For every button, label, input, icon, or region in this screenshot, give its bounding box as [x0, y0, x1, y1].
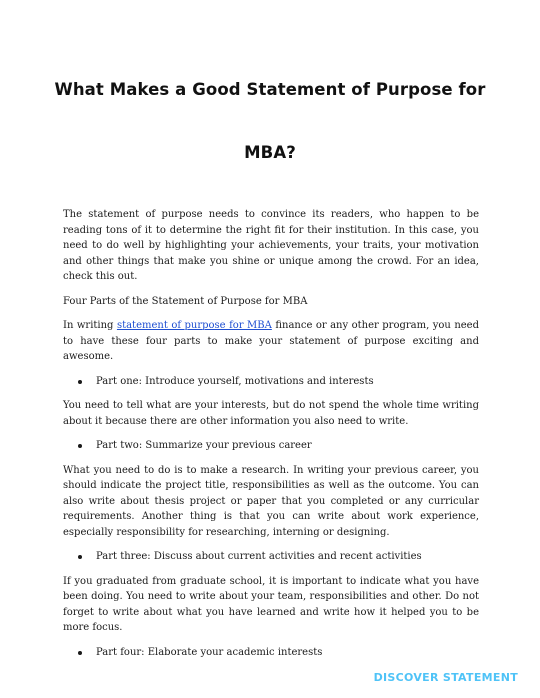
section-heading: Four Parts of the Statement of Purpose for MBA	[63, 295, 308, 307]
bullet-dot-icon	[78, 444, 82, 448]
writing-text-after: finance or any other program, you need to have these four parts to make your statement of purpose exciting and awesome.	[63, 320, 480, 362]
bullet-text: Part two: Summarize your previous career	[96, 440, 312, 451]
bullet-dot-icon	[78, 651, 82, 655]
bullet-text: Part three: Discuss about current activities and recent activities	[96, 551, 422, 562]
document-body	[63, 207, 479, 669]
part-three-paragraph: If you graduated from graduate school, it is important to indicate what you have been doing. You need to write about your team, responsibilities and other. Do not forget to write about what you have learned and write how it helped you to be more focus.	[63, 575, 479, 633]
sop-mba-link[interactable]: statement of purpose for MBA	[116, 320, 272, 331]
writing-text-before: In writing	[63, 320, 117, 331]
bullet-item-part-one	[63, 374, 479, 390]
page-title-line-1: What Makes a Good Statement of Purpose for	[54, 80, 486, 99]
part-two-paragraph: What you need to do is to make a research. In writing your previous career, you should indicate the project title, responsibilities as well as the outcome. You can also write about thesis project or paper that you completed or any curricular requirements. Another thing is that you can write about work experience, especially responsibility for researching, interning or designing.	[63, 464, 479, 538]
bullet-dot-icon	[78, 380, 82, 384]
bullet-dot-icon	[78, 555, 82, 559]
part-one-paragraph: You need to tell what are your interests, but do not spend the whole time writing about it because there are other information you also need to write.	[63, 400, 479, 427]
bullet-text: Part one: Introduce yourself, motivations and interests	[96, 375, 374, 387]
page-title-line-2: MBA?	[244, 143, 296, 162]
bullet-item-part-two	[63, 438, 479, 454]
discover-statement-watermark: DISCOVER STATEMENT	[373, 671, 518, 684]
writing-paragraph	[63, 318, 479, 365]
bullet-item-part-three	[63, 549, 479, 565]
bullet-text: Part four: Elaborate your academic interests	[96, 646, 323, 658]
intro-paragraph: The statement of purpose needs to convince its readers, who happen to be reading tons of it to determine the right fit for their institution. In this case, you need to do well by highlighting your achievements, your traits, your motivation and other things that make you shine or unique among the crowd. For an idea, check this out.	[63, 209, 479, 282]
bullet-item-part-four	[63, 645, 479, 661]
